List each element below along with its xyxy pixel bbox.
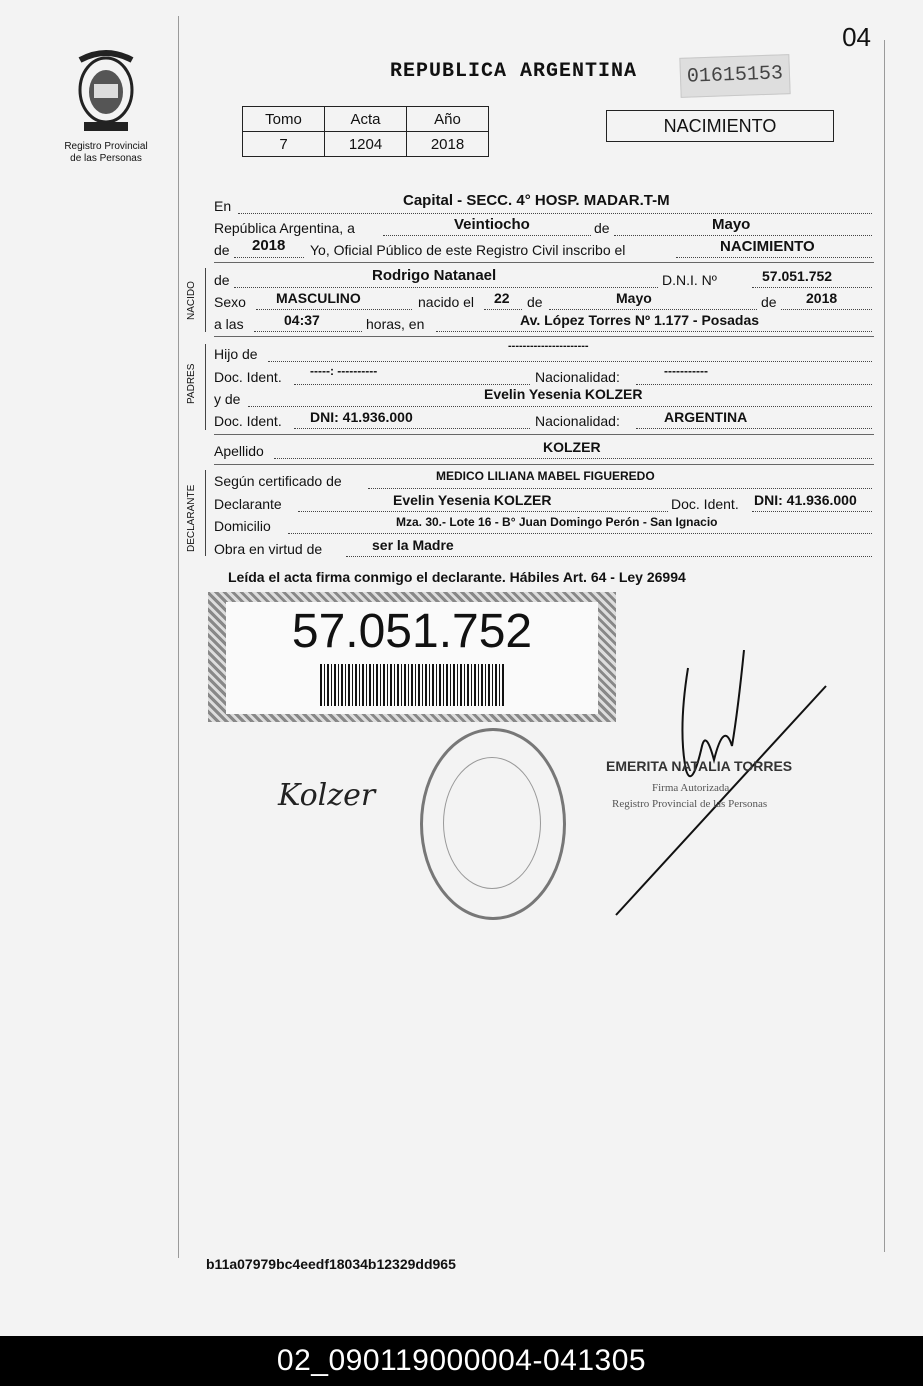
section-divider [214,262,874,263]
left-margin-line [178,16,179,1258]
dotted-line [346,555,872,557]
registry-logo [60,46,152,165]
field-mother: Evelin Yesenia KOLZER [484,386,643,402]
label-obra: Obra en virtud de [214,541,323,557]
label-nacionalidad: Nacionalidad: [535,413,620,429]
official-seal [420,728,566,920]
dotted-line [234,286,658,288]
dotted-line [248,405,872,407]
section-divider [214,336,874,337]
label-de: de [761,294,777,310]
dotted-line [234,256,304,258]
dotted-line [636,427,872,429]
field-reason: ser la Madre [372,537,454,553]
stamp-inner [226,602,598,714]
label-de: de [527,294,543,310]
label-horas-en: horas, en [366,316,425,332]
field-father-doc: -----: ---------- [310,364,378,378]
official-institution: Registro Provincial de las Personas [612,798,768,810]
section-label-padres: PADRES [186,363,197,404]
label-domicilio: Domicilio [214,518,271,534]
dotted-line [636,383,872,385]
right-margin-line [884,40,885,1252]
dotted-line [752,286,872,288]
dotted-line [256,308,412,310]
field-month: Mayo [616,290,652,306]
registry-value-acta: 1204 [325,132,407,157]
label-yo: Yo, Oficial Público de este Registro Civil inscribo el [310,242,626,258]
section-brace [205,268,206,332]
field-sex: MASCULINO [276,290,361,306]
dotted-line [383,234,591,236]
label-de: de [594,220,610,236]
field-father-nationality: ----------- [664,364,708,378]
section-brace [205,470,206,556]
registry-value-tomo: 7 [243,132,325,157]
dotted-line [368,487,872,489]
dotted-line [436,330,872,332]
field-address: Mza. 30.- Lote 16 - B° Juan Domingo Perón - San Ignacio [396,515,718,529]
label-nacionalidad: Nacionalidad: [535,369,620,385]
section-brace [205,344,206,430]
section-label-declarante: DECLARANTE [186,484,197,552]
dotted-line [484,308,522,310]
field-declarant: Evelin Yesenia KOLZER [393,492,552,508]
dotted-line [268,360,872,362]
label-y-de: y de [214,391,241,407]
dotted-line [752,510,872,512]
field-surname: KOLZER [543,439,601,455]
registry-header-anio: Año [407,107,489,132]
dotted-line [781,308,872,310]
registry-value-anio: 2018 [407,132,489,157]
dotted-line [274,457,872,459]
registry-table [242,106,489,157]
field-birth-place: Av. López Torres Nº 1.177 - Posadas [520,312,760,328]
registry-header-acta: Acta [325,107,407,132]
dotted-line [298,510,668,512]
file-id-bar: 02_090119000004-041305 [0,1336,923,1386]
label-hijo-de: Hijo de [214,346,258,362]
page-number: 04 [842,22,871,52]
label-de: de [214,242,230,258]
official-name: EMERITA NATALIA TORRES [606,758,793,774]
field-mother-doc: DNI: 41.936.000 [310,409,413,425]
dotted-line [614,234,872,236]
label-apellido: Apellido [214,443,264,459]
label-declarante: Declarante [214,496,282,512]
label-doc-ident: Doc. Ident. [214,369,282,385]
field-record-type: NACIMIENTO [720,238,815,255]
label-republica: República Argentina, a [214,220,355,236]
field-certificate: MEDICO LILIANA MABEL FIGUEREDO [436,469,655,483]
document-title: REPUBLICA ARGENTINA [390,60,638,83]
field-year-text: 2018 [252,237,286,254]
official-role: Firma Autorizada [652,782,730,794]
serial-stamp: 01615153 [679,54,790,98]
coat-of-arms-icon [66,46,146,136]
label-nacido-el: nacido el [418,294,475,310]
label-doc-ident: Doc. Ident. [671,496,739,512]
dotted-line [294,427,530,429]
dotted-line [676,256,872,258]
id-number-stamp [208,592,616,722]
field-mother-nationality: ARGENTINA [664,409,748,425]
dotted-line [294,383,530,385]
section-divider [214,434,874,435]
logo-caption-line2: de las Personas [70,153,142,164]
label-dni: D.N.I. Nº [662,272,717,288]
logo-caption-line1: Registro Provincial [64,141,148,152]
document-type-box: NACIMIENTO [606,110,834,142]
field-day: 22 [494,290,510,306]
stamp-number: 57.051.752 [291,605,533,658]
dotted-line [288,532,872,534]
declarant-signature: Kolzer [278,778,376,813]
closing-statement: Leída el acta firma conmigo el declarante. Hábiles Art. 64 - Ley 26994 [228,569,686,585]
dotted-line [238,212,872,214]
label-doc-ident: Doc. Ident. [214,413,282,429]
barcode [320,664,506,706]
field-dni: 57.051.752 [762,268,833,284]
field-year: 2018 [806,290,838,306]
dotted-line [254,330,362,332]
dotted-line [549,308,757,310]
label-segun: Según certificado de [214,473,342,489]
field-declarant-doc: DNI: 41.936.000 [754,492,857,508]
field-name: Rodrigo Natanael [372,267,497,284]
field-hour: 04:37 [284,312,320,328]
registry-header-tomo: Tomo [243,107,325,132]
label-en: En [214,198,232,214]
document-hash: b11a07979bc4eedf18034b12329dd965 [206,1256,456,1272]
field-father: ---------------------- [508,340,589,352]
label-a-las: a las [214,316,244,332]
seal-inner-ring [443,757,541,889]
section-divider [214,464,874,465]
field-place: Capital - SECC. 4° HOSP. MADAR.T-M [403,192,670,209]
label-de: de [214,272,230,288]
field-day-text: Veintiocho [454,216,530,233]
label-sexo: Sexo [214,294,246,310]
section-label-nacido: NACIDO [186,281,197,320]
field-month-text: Mayo [712,216,751,233]
